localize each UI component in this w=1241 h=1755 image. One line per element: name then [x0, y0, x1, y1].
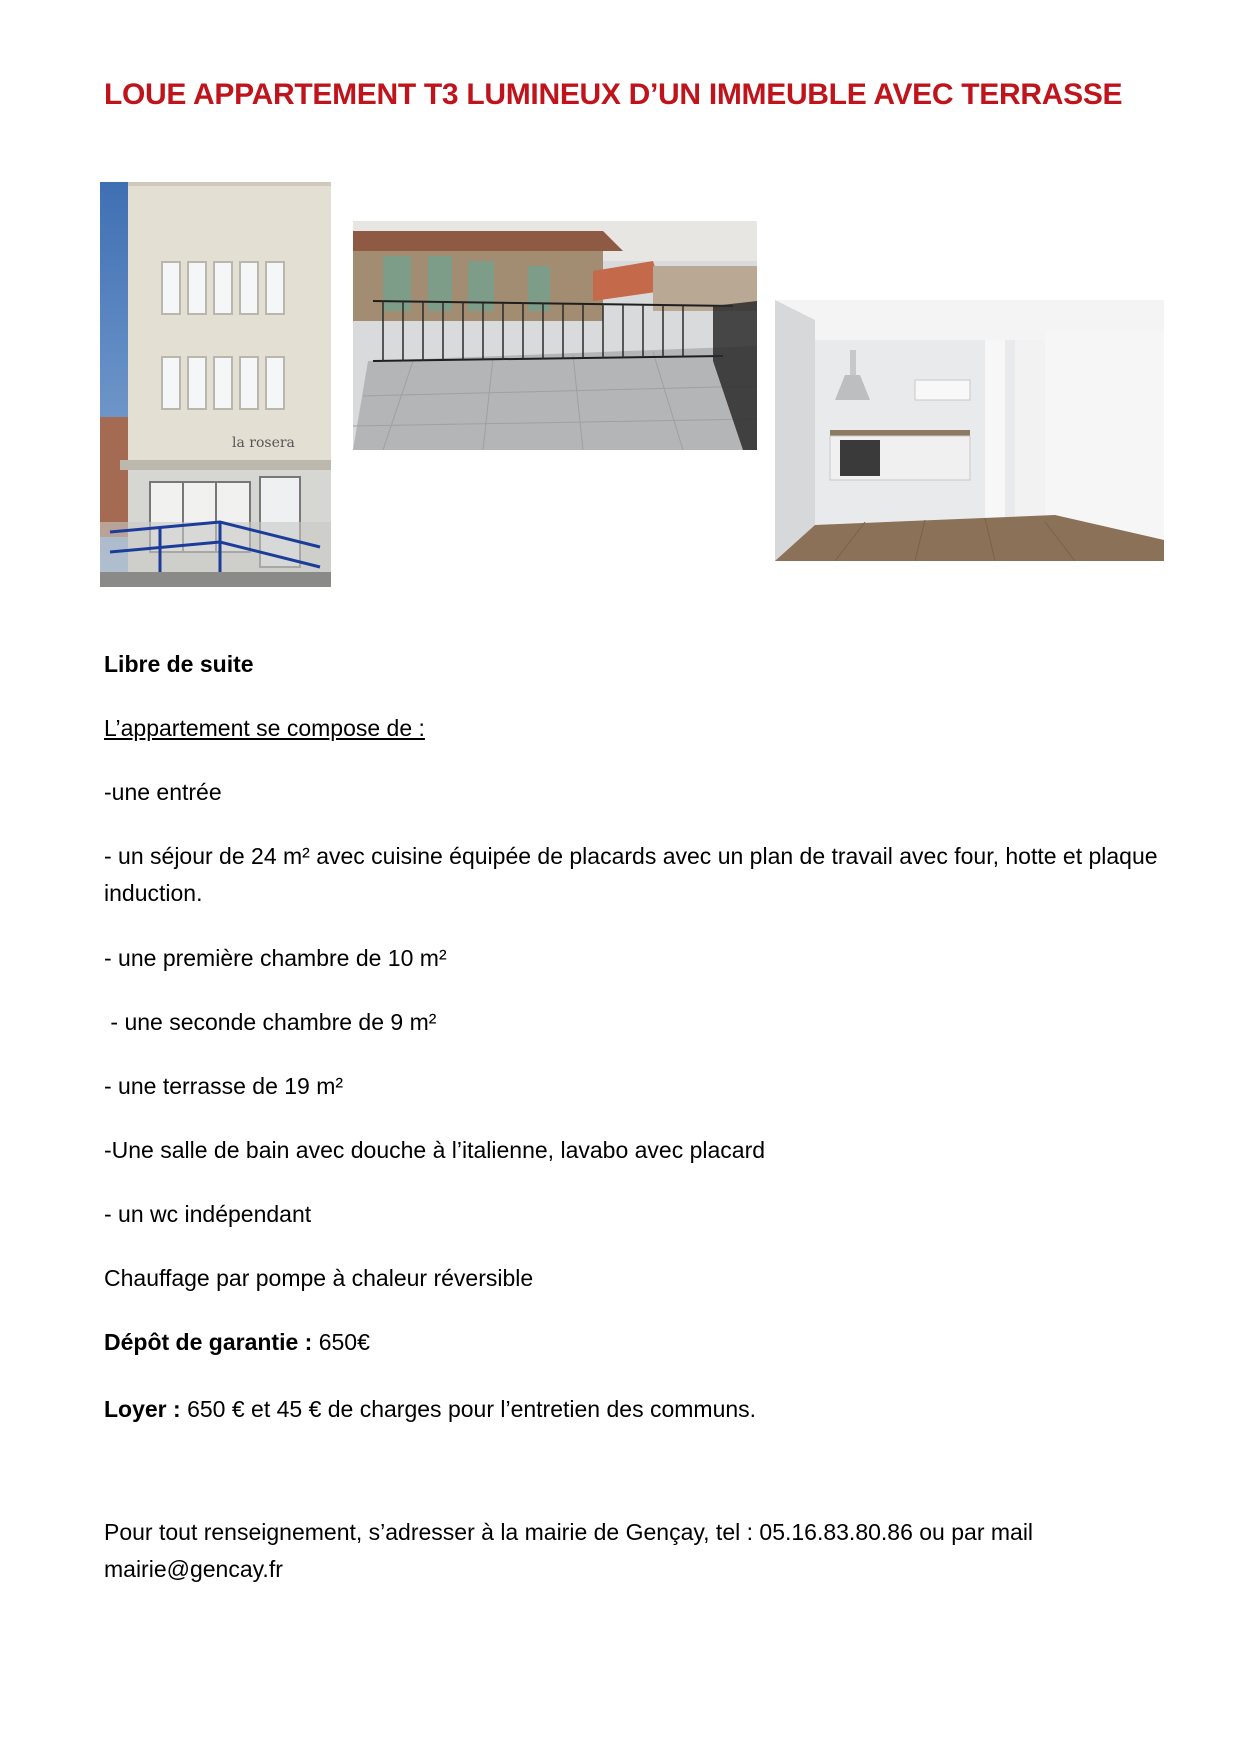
list-item: - une première chambre de 10 m²: [104, 945, 447, 971]
list-item: - un wc indépendant: [104, 1201, 312, 1227]
composition-heading: L’appartement se compose de :: [104, 715, 425, 741]
heating: Chauffage par pompe à chaleur réversible: [104, 1265, 534, 1291]
rent-value: 650 € et 45 € de charges pour l’entretien des communs.: [180, 1396, 757, 1422]
list-item: - une seconde chambre de 9 m²: [104, 1009, 437, 1035]
list-item: - un séjour de 24 m² avec cuisine équipée de placards avec un plan de travail avec four, hotte et plaque induction.: [104, 843, 1158, 906]
rent-line: [104, 1391, 756, 1428]
availability: Libre de suite: [104, 651, 254, 677]
deposit-value: 650€: [312, 1329, 370, 1355]
page-title: LOUE APPARTEMENT T3 LUMINEUX D’UN IMMEUBLE AVEC TERRASSE: [104, 78, 1123, 111]
contact-info: Pour tout renseignement, s’adresser à la mairie de Gençay, tel : 05.16.83.80.86 ou par mail mairie@gencay.fr: [104, 1519, 1034, 1582]
list-item: - une terrasse de 19 m²: [104, 1073, 344, 1099]
list-item: -une entrée: [104, 779, 222, 805]
deposit-line: [104, 1324, 370, 1361]
kitchen-photo: [775, 300, 1164, 561]
rent-label: Loyer :: [104, 1396, 181, 1422]
terrace-photo: [353, 221, 757, 450]
list-item: -Une salle de bain avec douche à l’italienne, lavabo avec placard: [104, 1137, 766, 1163]
building-photo: [100, 182, 331, 587]
deposit-label: Dépôt de garantie :: [104, 1329, 313, 1355]
building-sign: la rosera: [232, 435, 295, 451]
